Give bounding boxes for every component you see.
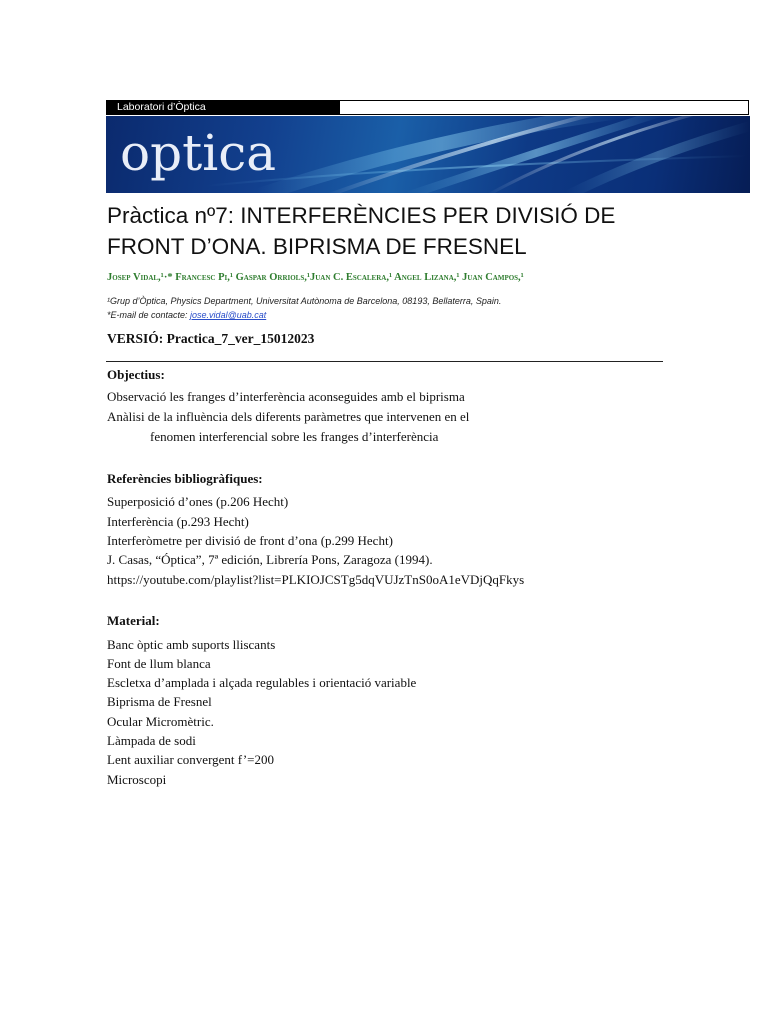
reference-item: J. Casas, “Óptica”, 7ª edición, Librería Pons, Zaragoza (1994).	[107, 552, 433, 567]
material-heading: Material:	[107, 613, 160, 628]
objective-line: Anàlisi de la influència dels diferents paràmetres que intervenen en el	[107, 409, 470, 424]
contact-line	[107, 310, 266, 320]
section-divider	[106, 361, 663, 362]
references-heading: Referències bibliogràfiques:	[107, 471, 263, 486]
reference-playlist-link[interactable]: https://youtube.com/playlist?list=PLKIOJCSTg5dqVUJzTnS0oA1eVDjQqFkys	[107, 572, 525, 587]
contact-prefix: *E-mail de contacte:	[107, 310, 191, 320]
banner-title: optica	[120, 124, 277, 182]
objective-line: fenomen interferencial sobre les franges d’interferència	[150, 429, 439, 444]
version-label: VERSIÓ: Practica_7_ver_15012023	[107, 331, 315, 346]
material-item: Banc òptic amb suports lliscants	[107, 637, 276, 652]
material-item: Escletxa d’amplada i alçada regulables i orientació variable	[107, 675, 417, 690]
material-item: Microscopi	[107, 772, 167, 787]
author-list: Josep Vidal,¹·* Francesc Pi,¹ Gaspar Orriols,¹Juan C. Escalera,¹ Angel Lizana,¹ Juan Campos,¹	[107, 272, 524, 283]
reference-item: Superposició d’ones (p.206 Hecht)	[107, 494, 289, 509]
material-item: Font de llum blanca	[107, 656, 211, 671]
lab-label: Laboratori d’Òptica	[107, 101, 340, 114]
objective-line: Observació les franges d’interferència aconseguides amb el biprisma	[107, 389, 465, 404]
material-item: Ocular Micromètric.	[107, 714, 214, 729]
lab-header-bar	[106, 100, 749, 115]
reference-item: Interferència (p.293 Hecht)	[107, 514, 249, 529]
affiliation: ¹Grup d’Òptica, Physics Department, Universitat Autònoma de Barcelona, 08193, Bellaterra, Spain.	[107, 296, 502, 306]
material-item: Lent auxiliar convergent f’=200	[107, 752, 275, 767]
title-line-2: FRONT D’ONA. BIPRISMA DE FRESNEL	[107, 234, 527, 259]
title-line-1: Pràctica nº7: INTERFERÈNCIES PER DIVISIÓ DE	[107, 203, 616, 228]
optica-banner	[106, 116, 750, 193]
reference-item: Interferòmetre per divisió de front d’ona (p.299 Hecht)	[107, 533, 393, 548]
page-title	[107, 200, 707, 262]
contact-email-link[interactable]: jose.vidal@uab.cat	[190, 310, 267, 320]
material-item: Làmpada de sodi	[107, 733, 196, 748]
material-item: Biprisma de Fresnel	[107, 694, 212, 709]
objectives-heading: Objectius:	[107, 367, 165, 382]
